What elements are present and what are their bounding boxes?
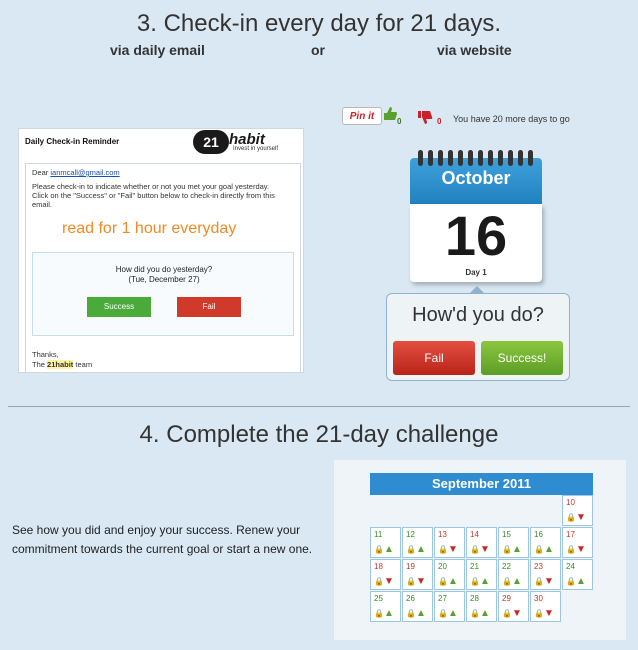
calendar-day-number: 28: [470, 594, 479, 603]
day-status: [566, 512, 586, 523]
signoff-line: [32, 360, 92, 370]
thumbs-down-icon: ▼: [383, 576, 394, 587]
lock-icon: 🔒: [438, 545, 448, 554]
day-status: [438, 608, 458, 619]
thumbs-up-icon: ▲: [479, 576, 490, 587]
calendar-day-number: 20: [438, 562, 447, 571]
calendar-day-number: 16: [444, 204, 508, 267]
day-status: [534, 544, 554, 555]
lock-icon: 🔒: [374, 609, 384, 618]
lock-icon: 🔒: [374, 577, 384, 586]
website-success-button[interactable]: Success!: [481, 341, 563, 375]
calendar-day-cell[interactable]: [434, 527, 465, 558]
email-header-title: Daily Check-in Reminder: [25, 137, 120, 146]
day-status: [470, 544, 490, 555]
calendar-month: October: [441, 168, 511, 188]
logo-tagline: Invest in yourself: [233, 146, 279, 152]
calendar-day-cell[interactable]: [466, 591, 497, 622]
calendar-day-number: 15: [502, 530, 511, 539]
email-address-link[interactable]: ianmcall@gmail.com: [50, 168, 120, 177]
thumbs-up-icon: ▲: [447, 576, 458, 587]
thumbs-down-icon: ▼: [575, 544, 586, 555]
calendar-day-cell[interactable]: [402, 527, 433, 558]
day-status: [374, 576, 394, 587]
calendar-day-number: 27: [438, 594, 447, 603]
pinit-button[interactable]: Pin it: [342, 107, 382, 125]
calendar-day-number: 21: [470, 562, 479, 571]
calendar-day-cell[interactable]: [370, 559, 401, 590]
calendar-day-cell[interactable]: [466, 559, 497, 590]
thumbs-down-icon: ▼: [447, 544, 458, 555]
email-body-line1: Please check-in to indicate whether or not you met your goal yesterday.: [32, 182, 270, 191]
via-email-label: via daily email: [110, 42, 205, 58]
lock-icon: 🔒: [534, 609, 544, 618]
calendar-day-cell[interactable]: [466, 527, 497, 558]
logo-word: habit: [229, 131, 265, 148]
thumbs-up-icon: ▲: [479, 608, 490, 619]
signoff-suffix: team: [75, 360, 93, 369]
binder-ring: [438, 150, 443, 166]
calendar-day-number: 13: [438, 530, 447, 539]
calendar-day-cell[interactable]: [434, 559, 465, 590]
email-instructions: [32, 182, 294, 209]
lock-icon: 🔒: [470, 609, 480, 618]
binder-ring: [518, 150, 523, 166]
calendar-day-number: 14: [470, 530, 479, 539]
day-status: [502, 544, 522, 555]
signoff-brand: 21habit: [47, 360, 74, 369]
calendar-day-number: 17: [566, 530, 575, 539]
day-status: [406, 544, 426, 555]
lock-icon: 🔒: [470, 577, 480, 586]
via-website-label: via website: [437, 42, 512, 58]
up-count: 0: [397, 117, 402, 126]
lock-icon: 🔒: [502, 545, 512, 554]
binder-ring: [478, 150, 483, 166]
question-text: How did you do yesterday?: [115, 265, 213, 274]
signoff-prefix: The: [32, 360, 45, 369]
thumbs-up-icon: ▲: [543, 544, 554, 555]
calendar-day-number: 30: [534, 594, 543, 603]
thumbs-up-icon: ▲: [415, 544, 426, 555]
thumbs-down-icon: ▼: [543, 576, 554, 587]
question-date: (Tue, December 27): [128, 275, 200, 284]
thumbs-up-icon: ▲: [415, 608, 426, 619]
calendar-day-cell[interactable]: [434, 591, 465, 622]
lock-icon: 🔒: [534, 577, 544, 586]
day-status: [438, 544, 458, 555]
lock-icon: 🔒: [534, 545, 544, 554]
calendar-day-cell[interactable]: [402, 559, 433, 590]
lock-icon: 🔒: [566, 513, 576, 522]
day-status: [374, 608, 394, 619]
thumbs-up-icon: ▲: [511, 544, 522, 555]
binder-ring: [448, 150, 453, 166]
binder-ring: [498, 150, 503, 166]
email-body: [25, 163, 301, 373]
calendar-day-cell[interactable]: [562, 527, 593, 558]
thumbs-up-icon[interactable]: [384, 106, 398, 127]
thumbs-down-icon: ▼: [415, 576, 426, 587]
thumbs-up-icon: ▲: [511, 576, 522, 587]
calendar-day-cell[interactable]: [498, 527, 529, 558]
logo-mark: 21: [193, 130, 229, 154]
calendar-day-cell[interactable]: [498, 559, 529, 590]
lock-icon: 🔒: [470, 545, 480, 554]
calendar-day-cell[interactable]: [498, 591, 529, 622]
calendar-day-number: 26: [406, 594, 415, 603]
day-status: [406, 608, 426, 619]
calendar-day-number: 29: [502, 594, 511, 603]
lock-icon: 🔒: [502, 577, 512, 586]
calendar-day-cell[interactable]: [562, 495, 593, 526]
calendar-day-number: 16: [534, 530, 543, 539]
email-fail-button[interactable]: Fail: [177, 297, 241, 317]
thumbs-up-icon: ▲: [383, 608, 394, 619]
days-left-message: You have 20 more days to go: [453, 114, 570, 124]
thumbs-up-icon: ▲: [447, 608, 458, 619]
lock-icon: 🔒: [406, 609, 416, 618]
binder-ring: [508, 150, 513, 166]
day-status: [566, 576, 586, 587]
calendar-day-cell[interactable]: [370, 527, 401, 558]
thumbs-down-icon: ▼: [575, 512, 586, 523]
calendar-day-number: 24: [566, 562, 575, 571]
thumbs-down-icon: ▼: [511, 608, 522, 619]
day-status: [534, 576, 554, 587]
lock-icon: 🔒: [406, 577, 416, 586]
calendar-day-cell[interactable]: [530, 591, 561, 622]
dear-label: Dear: [32, 168, 49, 177]
email-preview: [18, 128, 304, 373]
email-greeting: [32, 168, 120, 177]
thumbs-down-icon: ▼: [479, 544, 490, 555]
calendar-day-number: 23: [534, 562, 543, 571]
calendar-day-number: 18: [374, 562, 383, 571]
day-calendar: [410, 150, 542, 282]
lock-icon: 🔒: [566, 545, 576, 554]
calendar-day-number: 19: [406, 562, 415, 571]
calendar-day-number: 11: [374, 530, 383, 539]
checkin-question: [33, 265, 295, 285]
binder-ring: [468, 150, 473, 166]
calendar-day-cell[interactable]: [530, 559, 561, 590]
email-header: [19, 129, 303, 155]
lock-icon: 🔒: [566, 577, 576, 586]
day-status: [502, 576, 522, 587]
or-label: or: [311, 42, 325, 58]
calendar-day-cell[interactable]: [370, 591, 401, 622]
calendar-day-cell[interactable]: [530, 527, 561, 558]
day-status: [502, 608, 522, 619]
lock-icon: 🔒: [438, 577, 448, 586]
binder-ring: [488, 150, 493, 166]
calendar-day-cell[interactable]: [562, 559, 593, 590]
month-calendar-title: September 2011: [370, 473, 593, 495]
calendar-day-number: 22: [502, 562, 511, 571]
calendar-day-cell[interactable]: [402, 591, 433, 622]
calendar-day-count: Day 1: [465, 268, 487, 277]
day-status: [438, 576, 458, 587]
day-status: [534, 608, 554, 619]
lock-icon: 🔒: [374, 545, 384, 554]
lock-icon: 🔒: [406, 545, 416, 554]
binder-ring: [418, 150, 423, 166]
calendar-day-number: 10: [566, 498, 575, 507]
step4-description: See how you did and enjoy your success. Renew your commitment towards the current goal or start a new one.: [12, 523, 313, 556]
checkin-box: [32, 252, 294, 336]
day-status: [406, 576, 426, 587]
calendar-day-number: 25: [374, 594, 383, 603]
lock-icon: 🔒: [438, 609, 448, 618]
email-signoff: [32, 350, 92, 370]
step4-title: 4. Complete the 21-day challenge: [139, 421, 499, 448]
checkin-prompt: How'd you do?: [412, 304, 544, 326]
calendar-day-number: 12: [406, 530, 415, 539]
goal-text: read for 1 hour everyday: [62, 220, 237, 237]
thumbs-down-icon[interactable]: [418, 108, 434, 131]
email-body-line2: Click on the "Success" or "Fail" button below to check-in directly from this email.: [32, 191, 275, 209]
binder-ring: [428, 150, 433, 166]
thanks-text: Thanks,: [32, 350, 59, 359]
checkin-popover: [386, 293, 570, 381]
lock-icon: 🔒: [502, 609, 512, 618]
calendar-page: [410, 204, 542, 282]
binder-ring: [458, 150, 463, 166]
popover-arrow: [470, 286, 484, 293]
day-status: [374, 544, 394, 555]
thumbs-down-icon: ▼: [543, 608, 554, 619]
step3-title: 3. Check-in every day for 21 days.: [136, 10, 502, 37]
down-count: 0: [437, 117, 442, 126]
website-fail-button[interactable]: Fail: [393, 341, 475, 375]
binder-ring: [528, 150, 533, 166]
day-status: [470, 576, 490, 587]
email-success-button[interactable]: Success: [87, 297, 151, 317]
day-status: [470, 608, 490, 619]
thumbs-up-icon: ▲: [575, 576, 586, 587]
thumbs-up-icon: ▲: [383, 544, 394, 555]
day-status: [566, 544, 586, 555]
section-divider: [8, 406, 630, 407]
